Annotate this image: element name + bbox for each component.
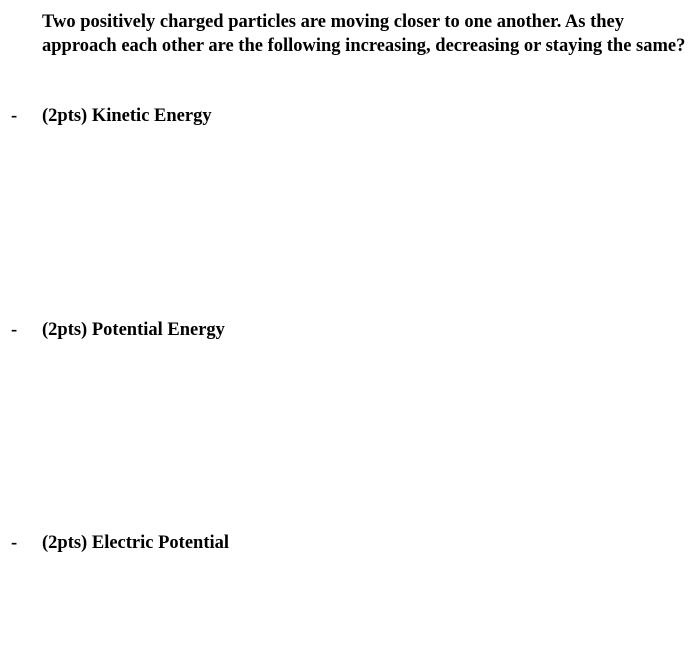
item-title: Potential Energy bbox=[91, 320, 225, 340]
bullet-dash: - bbox=[11, 320, 18, 340]
item-title: Electric Potential bbox=[91, 533, 230, 553]
question-line-1: Two positively charged particles are moving closer to one another. As they bbox=[42, 12, 625, 32]
list-item-kinetic-energy bbox=[0, 104, 700, 128]
bullet-dash: - bbox=[11, 106, 18, 126]
question-line-2: approach each other are the following increasing, decreasing or staying the same? bbox=[42, 36, 686, 56]
item-title: Kinetic Energy bbox=[91, 106, 212, 126]
bullet-dash: - bbox=[11, 533, 18, 553]
question-prompt bbox=[42, 10, 698, 58]
item-points: (2pts) bbox=[42, 533, 88, 553]
list-item-electric-potential bbox=[0, 531, 700, 555]
item-points: (2pts) bbox=[42, 106, 88, 126]
item-label bbox=[42, 318, 225, 342]
item-label bbox=[42, 531, 229, 555]
list-item-potential-energy bbox=[0, 318, 700, 342]
item-points: (2pts) bbox=[42, 320, 88, 340]
item-label bbox=[42, 104, 212, 128]
